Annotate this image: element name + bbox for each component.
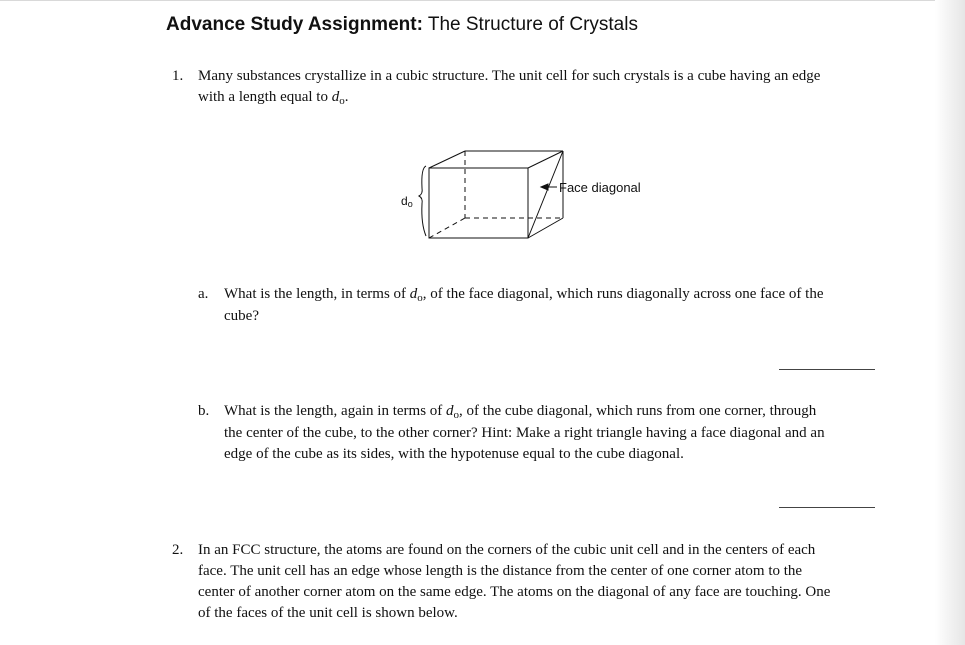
q2-line2: face. The unit cell has an edge whose length is the distance from the center of one corner atom to the	[198, 563, 803, 579]
cube-edge-br	[528, 218, 563, 238]
q1a-var: d	[409, 286, 418, 302]
q1b-letter: b.	[198, 403, 210, 419]
q1a-letter: a.	[198, 286, 209, 302]
q1b-line1-post: , of the cube diagonal, which runs from one corner, through	[459, 403, 817, 419]
q1b-line1	[224, 401, 876, 423]
title-rest: The Structure of Crystals	[427, 14, 638, 35]
q1a-answer-blank[interactable]	[779, 369, 875, 370]
q1-text	[198, 66, 876, 109]
edge-length-sub: o	[407, 199, 413, 209]
q1a-line1	[224, 284, 876, 306]
cube-front-face	[429, 168, 528, 238]
q1b-var: d	[446, 403, 454, 419]
cube-edge-tr	[528, 151, 563, 168]
q2-text	[198, 540, 876, 624]
q1b-text	[224, 401, 876, 465]
q1-line2-pre: with a length equal to	[198, 89, 332, 105]
q1-line2-post: .	[344, 89, 349, 105]
edge-length-label	[401, 194, 413, 208]
q2-line3: center of another corner atom on the same edge. The atoms on the diagonal of any face are touching. One	[198, 584, 831, 600]
page-top-rule	[0, 0, 940, 1]
q1b-line1-pre: What is the length, again in terms of	[224, 403, 447, 419]
cube-hidden-bl	[429, 218, 465, 238]
face-diagonal-arrowhead	[541, 184, 548, 190]
q1-var: d	[331, 89, 340, 105]
q1b-answer-blank[interactable]	[779, 507, 875, 508]
q1-var-sub: o	[339, 95, 345, 107]
unit-cell-cube-diagram	[395, 148, 665, 244]
edge-brace	[419, 166, 426, 236]
q2-number: 2.	[172, 542, 184, 558]
title-bold: Advance Study Assignment:	[166, 14, 423, 35]
q1-line1: Many substances crystallize in a cubic structure. The unit cell for such crystals is a cube having an edge	[198, 68, 821, 84]
cube-edge-tl	[429, 151, 465, 168]
q2-line1: In an FCC structure, the atoms are found on the corners of the cubic unit cell and in the centers of each	[198, 542, 816, 558]
edge-length-symbol: d	[401, 194, 408, 208]
q1a-text	[224, 284, 876, 327]
page-edge-shadow	[935, 0, 965, 645]
q1a-line1-pre: What is the length, in terms of	[224, 286, 410, 302]
q1a-var-sub: o	[417, 292, 423, 304]
face-diagonal-label: Face diagonal	[559, 180, 641, 195]
q1b-line3: edge of the cube as its sides, with the hypotenuse equal to the cube diagonal.	[224, 446, 684, 462]
q2-line4: of the faces of the unit cell is shown below.	[198, 605, 458, 621]
page-title	[166, 14, 638, 36]
q1b-var-sub: o	[453, 409, 460, 421]
q1-line2	[198, 87, 876, 109]
q1-number: 1.	[172, 68, 184, 84]
q1a-line1-post: , of the face diagonal, which runs diagonally across one face of the	[422, 286, 824, 302]
q1a-line2: cube?	[224, 308, 259, 324]
face-diagonal-line	[528, 151, 563, 238]
q1b-line2: the center of the cube, to the other corner? Hint: Make a right triangle having a face diagonal and an	[224, 425, 825, 441]
